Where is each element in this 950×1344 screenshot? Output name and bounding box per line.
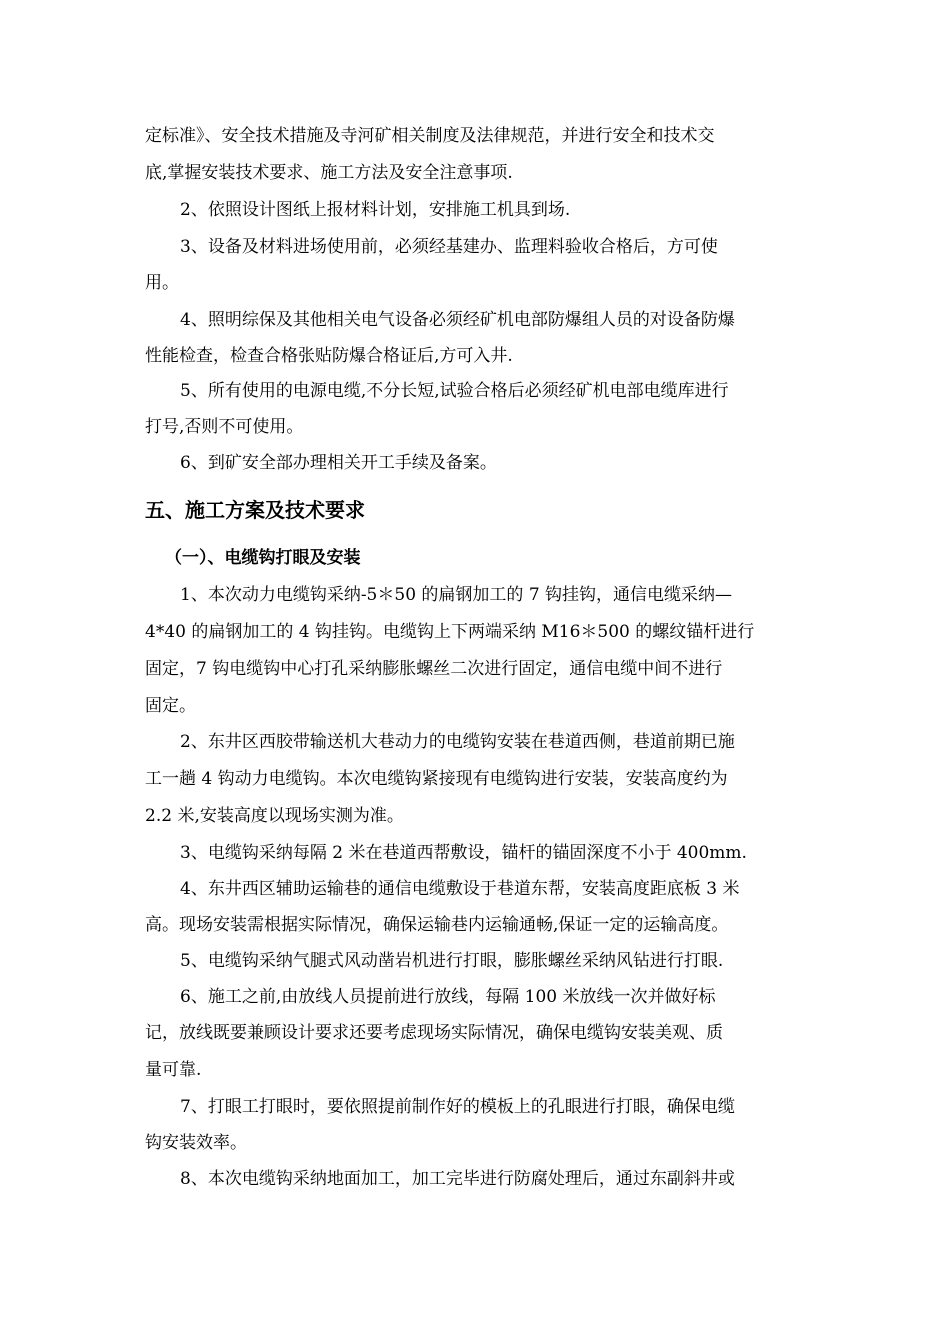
text-line: 记，放线既要兼顾设计要求还要考虑现场实际情况，确保电缆钩安装美观、质 [145,1023,723,1043]
text-line: 定标准》、安全技术措施及寺河矿相关制度及法律规范，并进行安全和技术交 [145,126,715,146]
text-line: 6、施工之前,由放线人员提前进行放线，每隔 100 米放线一次并做好标 [180,987,716,1007]
text-line: 用。 [145,273,179,293]
text-line: 3、设备及材料进场使用前，必须经基建办、监理料验收合格后，方可使 [180,237,718,257]
step-3: 3、电缆钩采纳每隔 2 米在巷道西帮敷设，锚杆的锚固深度不小于 400mm. [180,843,747,863]
section-heading: 五、施工方案及技术要求 [145,498,365,522]
text-line: 固定。 [145,696,196,716]
text-line: 性能检查，检查合格张贴防爆合格证后,方可入井. [145,346,513,366]
step-5: 5、电缆钩采纳气腿式风动凿岩机进行打眼，膨胀螺丝采纳风钻进行打眼. [180,951,724,971]
text-line: 钩安装效率。 [145,1133,247,1153]
text-line: 固定，7 钩电缆钩中心打孔采纳膨胀螺丝二次进行固定，通信电缆中间不进行 [145,659,723,679]
text-line: 2、东井区西胶带输送机大巷动力的电缆钩安装在巷道西侧，巷道前期已施 [180,732,735,752]
text-line: 工一趟 4 钩动力电缆钩。本次电缆钩紧接现有电缆钩进行安装，安装高度约为 [145,769,728,789]
text-line: 底,掌握安装技术要求、施工方法及安全注意事项. [145,163,513,183]
subsection-heading: （一）、电缆钩打眼及安装 [165,548,361,568]
paragraph-item-6: 6、到矿安全部办理相关开工手续及备案。 [180,453,497,473]
text-line: 4、照明综保及其他相关电气设备必须经矿机电部防爆组人员的对设备防爆 [180,310,735,330]
text-line: 打号,否则不可使用。 [145,417,304,437]
paragraph-item-2: 2、依照设计图纸上报材料计划，安排施工机具到场. [180,200,571,220]
text-line: 量可靠. [145,1060,202,1080]
text-line: 7、打眼工打眼时，要依照提前制作好的模板上的孔眼进行打眼，确保电缆 [180,1097,735,1117]
text-line: 4、东井西区辅助运输巷的通信电缆敷设于巷道东帮，安装高度距底板 3 米 [180,879,740,899]
text-line: 4*40 的扁钢加工的 4 钩挂钩。电缆钩上下两端采纳 M16＊500 的螺纹锚杆进行 [145,622,755,642]
text-line: 高。现场安装需根据实际情况，确保运输巷内运输通畅,保证一定的运输高度。 [145,915,729,935]
text-line: 1、本次动力电缆钩采纳-5＊50 的扁钢加工的 7 钩挂钩，通信电缆采纳— [180,585,733,605]
step-8: 8、本次电缆钩采纳地面加工，加工完毕进行防腐处理后，通过东副斜井或 [180,1169,735,1189]
text-line: 2.2 米,安装高度以现场实测为准。 [145,806,404,826]
text-line: 5、所有使用的电源电缆,不分长短,试验合格后必须经矿机电部电缆库进行 [180,381,729,401]
